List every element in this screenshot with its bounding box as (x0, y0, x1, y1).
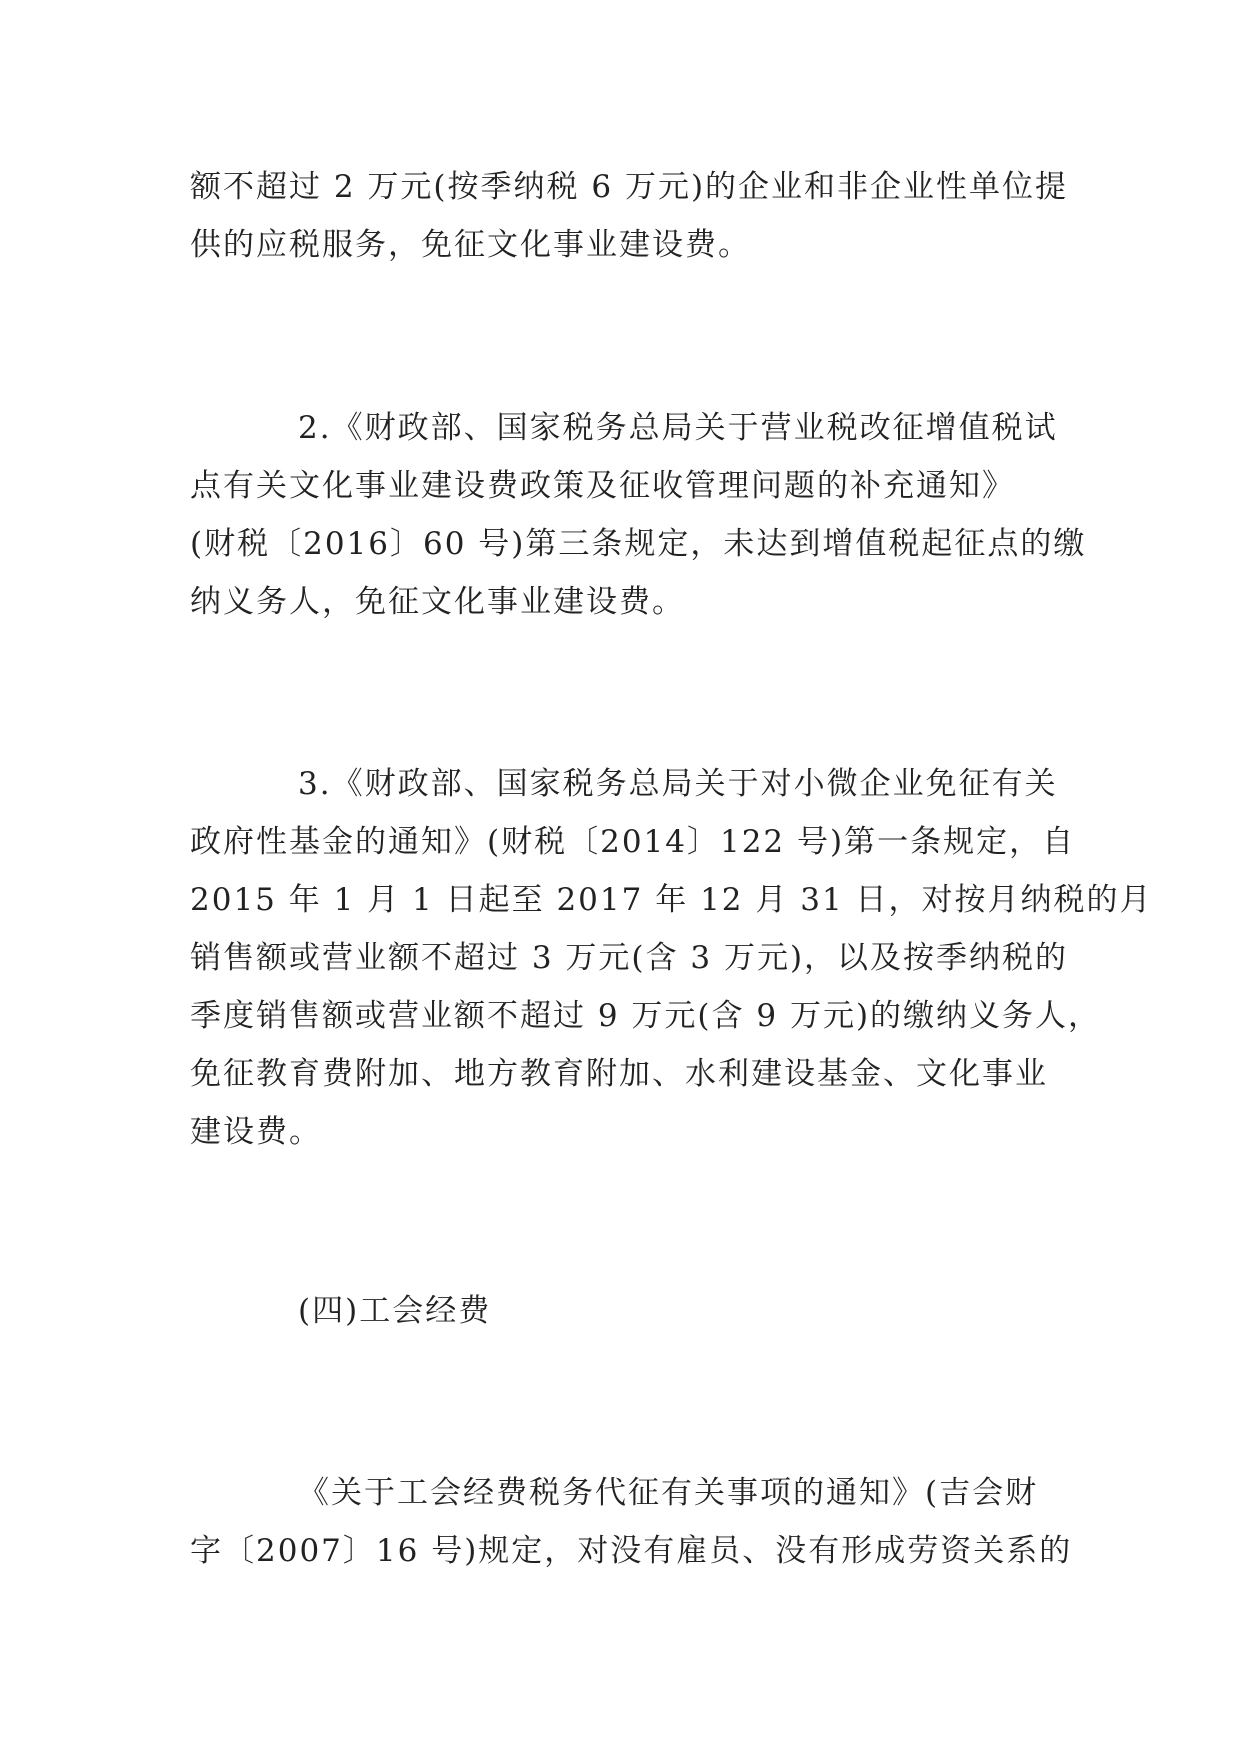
paragraph-5-line-1: 《关于工会经费税务代征有关事项的通知》(吉会财 (298, 1475, 1039, 1511)
paragraph-3-line-5: 季度销售额或营业额不超过 9 万元(含 9 万元)的缴纳义务人， (190, 998, 1102, 1034)
paragraph-2-line-3: (财税〔2016〕60 号)第三条规定，未达到增值税起征点的缴 (190, 526, 1087, 562)
paragraph-2-line-4: 纳义务人，免征文化事业建设费。 (190, 584, 685, 620)
paragraph-1-line-1: 额不超过 2 万元(按季纳税 6 万元)的企业和非企业性单位提 (190, 169, 1069, 205)
paragraph-3-line-2: 政府性基金的通知》(财税〔2014〕122 号)第一条规定，自 (190, 824, 1076, 860)
paragraph-2-line-2: 点有关文化事业建设费政策及征收管理问题的补充通知》 (190, 468, 1015, 504)
paragraph-3-line-3: 2015 年 1 月 1 日起至 2017 年 12 月 31 日，对按月纳税的月 (190, 882, 1153, 918)
paragraph-3-line-4: 销售额或营业额不超过 3 万元(含 3 万元)，以及按季纳税的 (190, 940, 1069, 976)
paragraph-1-line-2: 供的应税服务，免征文化事业建设费。 (190, 227, 751, 263)
paragraph-2-line-1: 2.《财政部、国家税务总局关于营业税改征增值税试 (298, 410, 1058, 446)
paragraph-5-line-2: 字〔2007〕16 号)规定，对没有雇员、没有形成劳资关系的 (190, 1533, 1073, 1569)
paragraph-3-line-7: 建设费。 (190, 1114, 322, 1150)
paragraph-3-line-6: 免征教育费附加、地方教育附加、水利建设基金、文化事业 (190, 1056, 1048, 1092)
section-heading-union-dues: (四)工会经费 (298, 1293, 492, 1329)
paragraph-3-line-1: 3.《财政部、国家税务总局关于对小微企业免征有关 (298, 766, 1058, 802)
